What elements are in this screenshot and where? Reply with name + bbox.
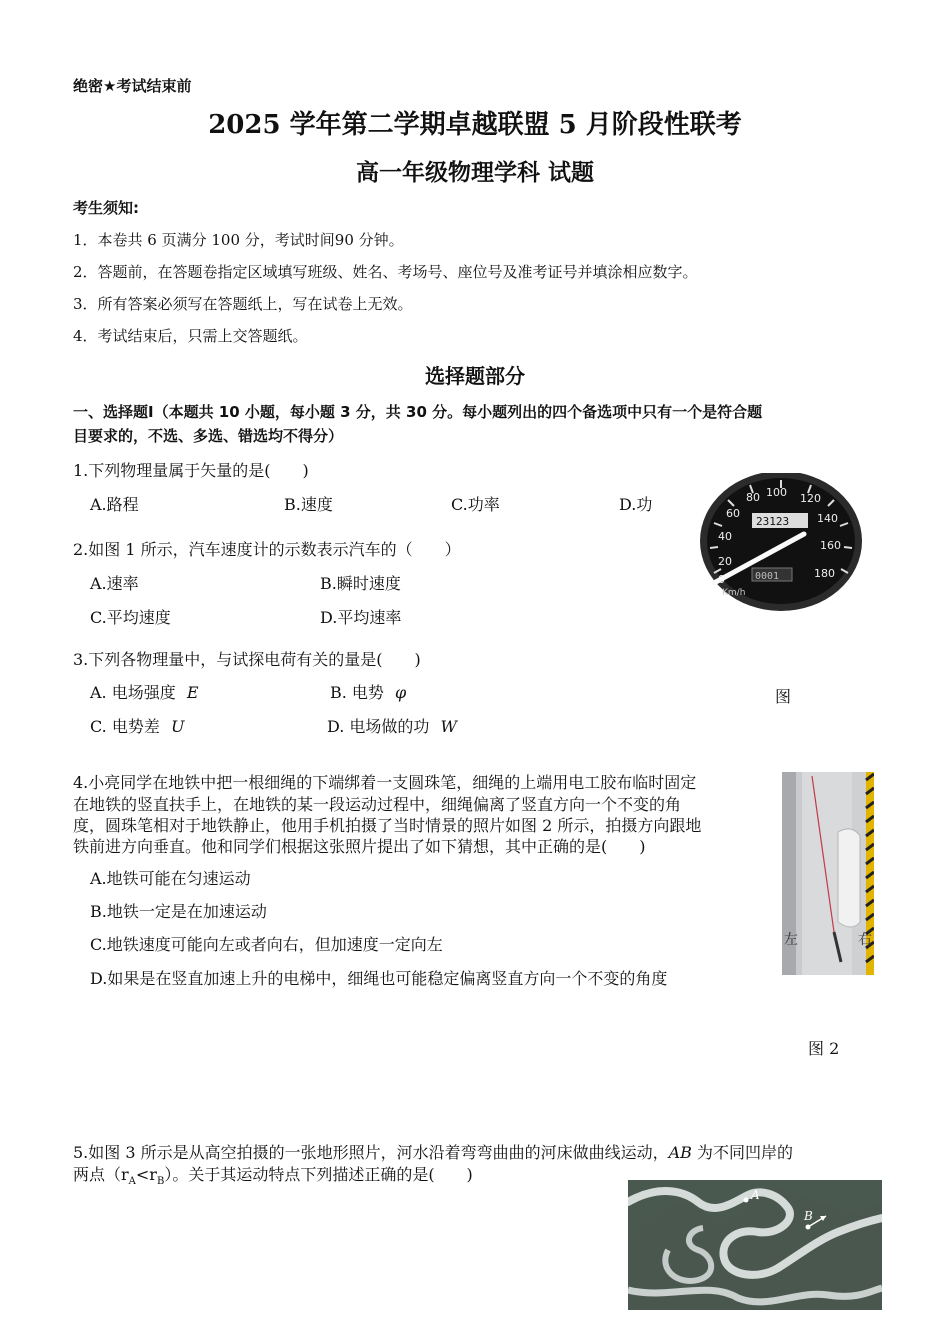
question-1-stem: 1.下列物理量属于矢量的是( ) bbox=[73, 461, 309, 480]
figure-3-river-photo bbox=[628, 1180, 882, 1310]
q5-ab: AB bbox=[668, 1143, 692, 1162]
q3-option-d-symbol: W bbox=[440, 717, 457, 736]
q2-option-a: A.速率 bbox=[90, 574, 139, 593]
q5-text: 5.如图 3 所示是从高空拍摄的一张地形照片，河水沿着弯弯曲曲的河床做曲线运动， bbox=[73, 1143, 669, 1162]
q3-option-b-label: B. 电势 bbox=[330, 683, 384, 702]
q4-option-a: A.地铁可能在匀速运动 bbox=[90, 869, 251, 888]
figure-1-speedometer bbox=[700, 473, 864, 611]
figure-2-caption: 图 2 bbox=[808, 1039, 840, 1058]
q2-option-c: C.平均速度 bbox=[90, 608, 171, 627]
question-5-stem-line1 bbox=[73, 1142, 793, 1164]
point-b-label: B bbox=[804, 1209, 813, 1223]
question-4-stem-line: 在地铁的竖直扶手上，在地铁的某一段运动过程中，细绳偏离了竖直方向一个不变的角 bbox=[73, 795, 682, 814]
odometer-value: 23123 bbox=[756, 515, 790, 528]
section-description: 目要求的，不选、多选、错选均不得分） bbox=[73, 427, 344, 445]
q1-option-c: C.功率 bbox=[451, 495, 500, 514]
q2-option-d: D.平均速率 bbox=[320, 608, 402, 627]
q3-option-d-label: D. 电场做的功 bbox=[327, 717, 430, 736]
q4-option-b: B.地铁一定是在加速运动 bbox=[90, 902, 267, 921]
question-2-stem: 2.如图 1 所示，汽车速度计的示数表示汽车的（ ） bbox=[73, 540, 461, 559]
figure-1-caption: 图 bbox=[775, 687, 792, 706]
speedo-tick-label: 20 bbox=[718, 555, 732, 568]
q3-option-b bbox=[330, 682, 406, 704]
q3-option-c bbox=[90, 716, 184, 738]
notice-item: 4．考试结束后，只需上交答题纸。 bbox=[73, 327, 308, 345]
q5-text: <r bbox=[135, 1165, 157, 1184]
question-4-stem-line: 度，圆珠笔相对于地铁静止，他用手机拍摄了当时情景的照片如图 2 所示，拍摄方向跟地 bbox=[73, 816, 702, 835]
notice-heading: 考生须知: bbox=[73, 199, 139, 217]
question-3-stem: 3.下列各物理量中，与试探电荷有关的量是( ) bbox=[73, 650, 421, 669]
q3-option-a bbox=[90, 682, 199, 704]
q3-option-b-symbol: φ bbox=[395, 683, 407, 702]
q5-subscript-a: A bbox=[128, 1176, 136, 1188]
q1-option-a: A.路程 bbox=[90, 495, 139, 514]
q5-text: 为不同凹岸的 bbox=[691, 1143, 794, 1162]
exam-subtitle: 高一年级物理学科 试题 bbox=[355, 159, 594, 186]
q5-text: 两点（r bbox=[73, 1165, 129, 1184]
q5-subscript-b: B bbox=[156, 1176, 165, 1188]
label-right: 右 bbox=[858, 932, 872, 948]
q3-option-c-symbol: U bbox=[170, 717, 185, 736]
speedo-tick-label: 80 bbox=[746, 491, 760, 504]
speedo-tick-label: 140 bbox=[817, 512, 838, 525]
notice-item: 1．本卷共 6 页满分 100 分，考试时间90 分钟。 bbox=[73, 231, 404, 249]
q1-option-d: D.功 bbox=[619, 495, 653, 514]
point-a-label: A bbox=[751, 1188, 760, 1202]
speedo-tick-label: 120 bbox=[800, 492, 821, 505]
notice-item: 3．所有答案必须写在答题纸上，写在试卷上无效。 bbox=[73, 295, 413, 313]
question-5-stem-line2 bbox=[73, 1164, 473, 1193]
label-left: 左 bbox=[784, 932, 798, 948]
point-a bbox=[744, 1198, 749, 1203]
q3-option-a-label: A. 电场强度 bbox=[90, 683, 176, 702]
speedo-unit: Km/h bbox=[722, 588, 746, 598]
figure-2-subway-photo bbox=[782, 772, 874, 975]
q4-option-c: C.地铁速度可能向左或者向右，但加速度一定向左 bbox=[90, 935, 443, 954]
exam-title: 2025 学年第二学期卓越联盟 5 月阶段性联考 bbox=[208, 110, 742, 140]
speedo-tick-label: 60 bbox=[726, 507, 740, 520]
q3-option-d bbox=[327, 716, 457, 738]
q1-option-b: B.速度 bbox=[284, 495, 333, 514]
confidential-mark: 绝密★考试结束前 bbox=[73, 77, 192, 95]
q4-option-d: D.如果是在竖直加速上升的电梯中，细绳也可能稳定偏离竖直方向一个不变的角度 bbox=[90, 969, 668, 988]
q3-option-c-label: C. 电势差 bbox=[90, 717, 160, 736]
speedo-tick-label: 160 bbox=[820, 539, 841, 552]
question-4-stem-line: 铁前进方向垂直。他和同学们根据这张照片提出了如下猜想，其中正确的是( ) bbox=[73, 837, 646, 856]
q5-text: ）。关于其运动特点下列描述正确的是( ) bbox=[164, 1165, 473, 1184]
section-description: 一、选择题Ⅰ（本题共 10 小题，每小题 3 分，共 30 分。每小题列出的四个备选项中只有一个是符合题 bbox=[73, 403, 763, 421]
question-4-stem-line: 4.小亮同学在地铁中把一根细绳的下端绑着一支圆珠笔，细绳的上端用电工胶布临时固定 bbox=[73, 773, 697, 792]
trip-value: 0001 bbox=[755, 571, 780, 582]
speedo-tick-label: 100 bbox=[766, 486, 787, 499]
speedo-tick-label: 40 bbox=[718, 530, 732, 543]
speedo-tick-label: 180 bbox=[814, 567, 835, 580]
q3-option-a-symbol: E bbox=[186, 683, 199, 702]
section-title: 选择题部分 bbox=[425, 364, 525, 388]
notice-item: 2．答题前，在答题卷指定区域填写班级、姓名、考场号、座位号及准考证号并填涂相应数字。 bbox=[73, 263, 698, 281]
q2-option-b: B.瞬时速度 bbox=[320, 574, 401, 593]
